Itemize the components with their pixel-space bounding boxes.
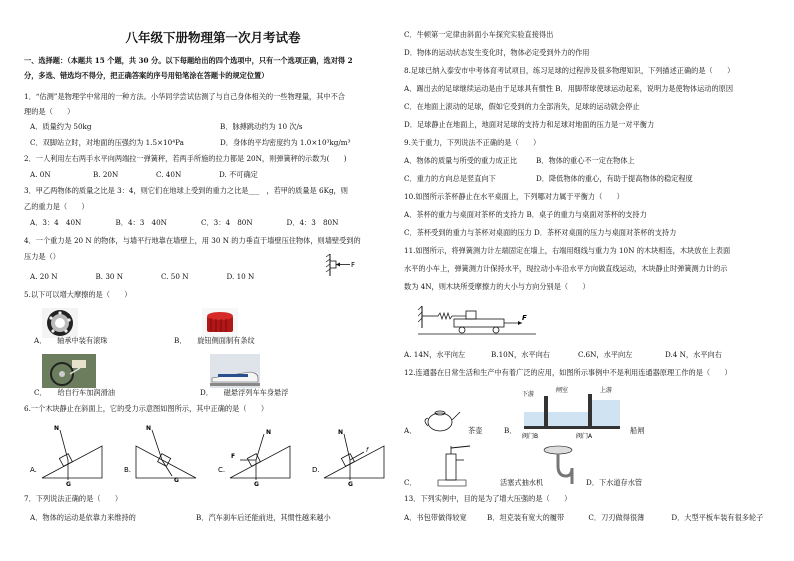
q9-stem: 9.关于重力，下列说法不正确的是（ ） [404,138,541,147]
q6-stem: 6.一个木块静止在斜面上，它的受力示意图如图所示，其中正确的是（ ） [24,404,269,413]
q6-c-g-label: G [254,481,259,486]
q8-option-d: D．足球静止在地面上，地面对足球的支持力和足球对地面的压力是一对平衡力 [404,120,655,129]
q7-stem: 7．下列说法正确的是（ ） [24,494,123,503]
knob-image [202,308,238,338]
q4-force-label: F [351,261,356,269]
q8-option-c: C．在地面上滚动的足球，假如它受到的力全部消失，足球的运动就会停止 [404,102,640,111]
q10-option-ab: A．茶杯的重力与桌面对茶杯的支持力 B．桌子的重力与桌面对茶杯的支持力 [404,210,647,219]
teapot-image [420,402,462,434]
q6-d-f-label: f [366,447,369,454]
q6-letter-d: D. [312,466,320,474]
q10-option-cd: C．茶杯受到的重力与茶杯对桌面的压力 D．茶杯对桌面的压力与桌面对茶杯的支持力 [404,228,677,237]
q11-stem-line2: 水平的小车上，弹簧测力计保持水平，现拉动小车沿水平方向做直线运动，木块静止时弹簧测力计的示 [404,264,728,273]
q11-stem-line3: 数为 4N，则木块所受摩擦力的大小与方向分别是（ ） [404,282,590,291]
q12-lock-label: 船闸 [630,426,645,435]
q6-c-n-label: N [266,429,272,436]
q12-stem: 12.连通器在日常生活和生产中有着广泛的应用，如图所示事例中不是利用连通器原理工作的是（ ） [404,368,732,377]
q13-stem: 13．下列实例中，目的是为了增大压强的是（ ） [404,494,572,503]
q6-a-g-label: G [66,481,71,486]
q6-incline-figures [28,420,398,486]
q4-option-a: A. 20 N [30,272,58,281]
q1-option-d: D．身体的平均密度约为 1.0×10³kg/m³ [220,138,351,147]
maglev-train-image [210,354,260,388]
bearing-image [42,308,78,338]
q3-option-c: C．3：4 80N [201,218,253,227]
q7-option-d: D．物体的运动状态发生变化时，物体必定受到外力的作用 [404,48,590,57]
q8-option-a: A．踢出去的足球继续运动是由于足球具有惯性 B．用脚带球使球运动起来，说明力是使物体运动的原因 [404,84,734,93]
drain-pipe-image [538,444,578,488]
q12-option-c: C． [404,478,417,487]
q9-option-a: A．物体的质量与所受的重力成正比 [404,156,518,165]
q3-stem: 3．甲乙两物体的质量之比是 3：4，则它们在地球上受到的重力之比是___ ，若甲的质量是 6Kg，则 [24,186,348,195]
exam-title: 八年级下册物理第一次月考试卷 [125,30,301,45]
q11-options [404,350,752,360]
q5-option-b: B． 旋钮侧面制有条纹 [174,336,255,345]
q1-option-a: A．质量约为 50kg [30,122,92,131]
q12-teapot-label: 茶壶 [468,426,483,435]
q11-option-c: C.6N，水平向左 [578,350,633,359]
q2-option-d: D. 不可确定 [219,170,258,179]
q13-option-a: A．书包带做得较宽 [404,513,467,522]
q4-option-d: D. 10 N [226,272,255,281]
piston-pump-image [434,444,478,488]
q12-option-b: B． [504,426,517,435]
q11-option-d: D.4 N，水平向右 [665,350,722,359]
q6-b-g-label: G [174,477,179,484]
q4-wall-figure [324,252,364,278]
q12-option-a: A． [404,426,417,435]
q3-options [30,218,372,228]
q5-stem: 5.以下可以增大摩擦的是（ ） [24,290,132,299]
q7-option-c: C．牛顿第一定律由斜面小车探究实验直接得出 [404,30,554,39]
q4-option-b: B. 30 N [95,272,124,281]
q4-option-c: C. 50 N [161,272,189,281]
q6-d-n-label: N [338,429,344,436]
q5-option-a: A． 轴承中装有滚珠 [34,336,108,345]
q12-drain-label: D．下水道存水管 [586,478,643,487]
q9-option-c: C．重力的方向总是竖直向下 [404,174,496,183]
q6-d-g-label: G [348,481,353,486]
q10-stem: 10.如图所示茶杯静止在水平桌面上，下列哪对力属于平衡力（ ） [404,192,624,201]
lock-chamber-label: 闸室 [556,387,569,394]
q5-option-c: C． 给自行车加润滑油 [34,388,115,397]
q11-option-b: B.10N，水平向右 [491,350,550,359]
q12-pump-label: 活塞式抽水机 [500,478,544,487]
q6-letter-c: C. [218,466,226,474]
bicycle-oil-image [42,354,96,388]
q13-option-b: B．坦克装有宽大的履带 [486,513,565,522]
q13-option-c: C．刀刃做得很薄 [588,513,645,522]
q11-force-label: F [522,314,527,322]
gate-b-label: 阀门B [522,433,539,440]
q3-option-b: B．4：3 40N [115,218,167,227]
q2-option-b: B. 20N [93,170,119,179]
q1-option-b: B．脉搏跳动约为 10 次/s [220,122,303,131]
q4-options [30,272,292,282]
q4-stem-line2: 压力是（） [24,252,60,261]
lock-upstream-label: 上游 [600,387,613,394]
q7-option-b: B．汽车刹车后还能前进，其惯性越来越小 [196,513,331,522]
q8-stem: 8.足球已纳入泰安市中考体育考试项目，练习足球的过程涉及很多物理知识，下列描述正确的是（ ） [404,66,735,75]
q1-stem-line2: 理的是（ ） [24,107,75,116]
q9-option-b: B．物体的重心不一定在物体上 [536,156,635,165]
q11-cart-figure [418,302,538,342]
q2-stem: 2．一人利用左右两手水平向两端拉一弹簧秤，若两手所施的拉力都是 20N，则弹簧秤的示数为( ) [24,154,347,163]
q6-letter-b: B. [124,466,132,474]
gate-a-label: 阀门A [576,433,593,440]
q6-c-f-label: F [231,453,236,460]
q6-b-n-label: N [146,425,152,432]
q2-option-c: C. 40N [156,170,182,179]
q6-a-n-label: N [54,425,60,432]
lock-downstream-label: 下游 [522,391,535,398]
q7-option-a: A．物体的运动是依靠力来维持的 [30,513,136,522]
q3-option-d: D．4：3 80N [286,218,339,227]
q3-option-a: A．3：4 40N [30,218,82,227]
q11-stem: 11.如图所示，将弹簧测力计左端固定在墙上，右端用细线与重力为 10N 的木块相连，木块放在上表面 [404,246,731,255]
ship-lock-image [520,384,624,440]
q4-stem: 4．一个重力是 20 N 的物体，与墙平行地靠在墙壁上，用 30 N 的力垂直于墙壁压住物体，则墙壁受到的 [24,236,361,245]
q13-options [404,513,782,523]
section-heading-line2: 分，多选、错选均不得分，把正确答案的序号用铅笔涂在答题卡的规定位置） [24,71,269,80]
q1-option-c: C．双脚站立时，对地面的压强约为 1.5×10⁴Pa [30,138,184,147]
q9-option-d: D．降低物体的重心，有助于提高物体的稳定程度 [536,174,693,183]
q5-option-d: D． 磁悬浮列车车身悬浮 [200,388,289,397]
q11-option-a: A. 14N，水平向左 [404,350,466,359]
q2-option-a: A. 0N [30,170,51,179]
q1-stem: 1．“估测”是物理学中常用的一种方法。小华同学尝试估测了与自己身体相关的一些物理量，其中不合 [24,92,345,101]
q13-option-d: D．大型平板车装有很多轮子 [671,513,764,522]
section-heading: 一、选择题：（本题共 15 个题，共 30 分。以下每题给出的四个选项中，只有一个选项正确，选对得 2 [24,56,353,65]
q6-letter-a: A. [30,466,37,474]
q2-options [30,170,282,180]
q3-stem-line2: 乙的重力是（ ） [24,202,89,211]
